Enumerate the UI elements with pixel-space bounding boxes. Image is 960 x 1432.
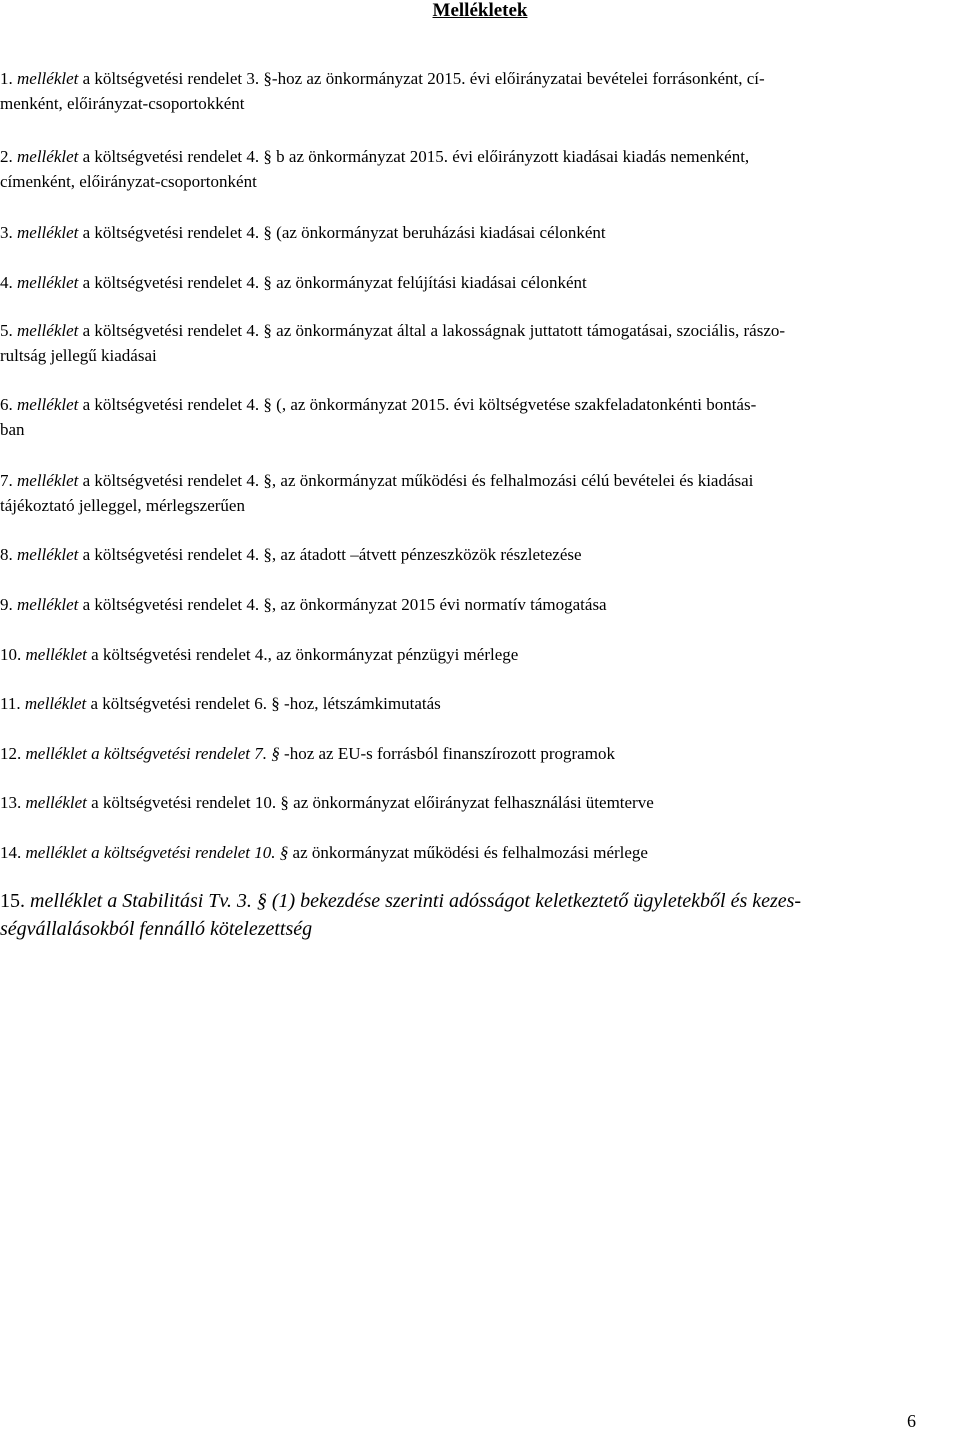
annex-item-13 (0, 790, 960, 815)
annex-item-6 (0, 392, 960, 442)
annex-label: melléklet a költségvetési rendelet 7. § (25, 744, 280, 763)
annex-line: címenként, előirányzat-csoportonként (0, 172, 257, 191)
page-title: Mellékletek (432, 0, 528, 21)
annex-line: ségvállalásokból fennálló kötelezettség (0, 918, 313, 940)
annex-text: -hoz az EU-s forrásból finanszírozott programok (284, 744, 615, 763)
annex-number: 11. (0, 694, 21, 713)
annex-text: a költségvetési rendelet 4. §, az önkormányzat működési és felhalmozási célú bevételei és kiadásai (82, 471, 754, 490)
annex-line (0, 887, 960, 915)
annex-text: a költségvetési rendelet 6. § -hoz, létszámkimutatás (90, 694, 441, 713)
annex-number: 7. (0, 471, 13, 490)
annex-number: 10. (0, 645, 22, 664)
annex-item-5 (0, 318, 960, 368)
annex-line (0, 542, 960, 567)
annex-text: a költségvetési rendelet 4. § az önkormányzat felújítási kiadásai célonként (82, 273, 587, 292)
annex-number: 1. (0, 69, 13, 88)
annex-label: melléklet (24, 694, 87, 713)
annex-text: a költségvetési rendelet 4. § (, az önkormányzat 2015. évi költségvetése szakfeladatonkénti bontás- (82, 395, 757, 414)
annex-line (0, 468, 960, 493)
annex-item-8 (0, 542, 960, 567)
annex-item-10 (0, 642, 960, 667)
annex-label: melléklet (17, 595, 79, 614)
annex-number: 15. (0, 890, 25, 912)
annex-line: rultság jellegű kiadásai (0, 346, 157, 365)
annex-number: 4. (0, 273, 13, 292)
annex-line: tájékoztató jelleggel, mérlegszerűen (0, 496, 245, 515)
annex-item-3 (0, 220, 960, 245)
annex-item-12 (0, 741, 960, 766)
annex-label: melléklet (17, 545, 79, 564)
annex-label: melléklet (30, 890, 103, 912)
annex-label: melléklet (17, 223, 79, 242)
annex-line (0, 741, 960, 766)
annex-number: 5. (0, 321, 13, 340)
annex-label: melléklet (17, 69, 79, 88)
annex-text: a költségvetési rendelet 4. § b az önkormányzat 2015. évi előirányzott kiadásai kiadás nemenként, (82, 147, 750, 166)
annex-line (0, 642, 960, 667)
annex-line (0, 840, 960, 865)
annex-text: az önkormányzat működési és felhalmozási mérlege (292, 843, 648, 862)
annex-text: a költségvetési rendelet 4. § az önkormányzat által a lakosságnak juttatott támogatásai, szociális, rászo- (82, 321, 786, 340)
annex-text: a költségvetési rendelet 4., az önkormányzat pénzügyi mérlege (91, 645, 519, 664)
annex-line: menként, előirányzat-csoportokként (0, 94, 245, 113)
annex-number: 3. (0, 223, 13, 242)
annex-line: ban (0, 420, 25, 439)
annex-line (0, 144, 960, 169)
annex-number: 13. (0, 793, 22, 812)
annex-label: melléklet (25, 793, 87, 812)
annex-line (0, 66, 960, 91)
annex-item-15 (0, 887, 960, 943)
annex-line (0, 790, 960, 815)
annex-text: a költségvetési rendelet 3. §-hoz az önkormányzat 2015. évi előirányzatai bevételei forrásonként, cí- (82, 69, 765, 88)
annex-number: 6. (0, 395, 13, 414)
annex-label: melléklet a költségvetési rendelet 10. § (25, 843, 289, 862)
annex-line (0, 220, 960, 245)
annex-label: melléklet (17, 395, 79, 414)
annex-item-2 (0, 144, 960, 194)
annex-text: a költségvetési rendelet 4. § (az önkormányzat beruházási kiadásai célonként (82, 223, 606, 242)
annex-label: melléklet (25, 645, 87, 664)
annex-line (0, 592, 960, 617)
annex-number: 14. (0, 843, 22, 862)
annex-item-9 (0, 592, 960, 617)
annex-text: a költségvetési rendelet 4. §, az önkormányzat 2015 évi normatív támogatása (82, 595, 607, 614)
annex-item-11 (0, 691, 960, 716)
annex-number: 8. (0, 545, 13, 564)
annex-number: 9. (0, 595, 13, 614)
annex-line (0, 318, 960, 343)
annex-item-14 (0, 840, 960, 865)
annex-line (0, 392, 960, 417)
annex-label: melléklet (17, 321, 79, 340)
annex-label: melléklet (17, 273, 79, 292)
annex-item-7 (0, 468, 960, 518)
annex-line (0, 270, 960, 295)
annex-line (0, 691, 960, 716)
page-number: 6 (907, 1411, 916, 1431)
annex-number: 2. (0, 147, 13, 166)
annex-label: melléklet (17, 471, 79, 490)
annex-number: 12. (0, 744, 22, 763)
annex-text: a költségvetési rendelet 10. § az önkormányzat előirányzat felhasználási ütemterve (91, 793, 654, 812)
annex-text: a Stabilitási Tv. 3. § (1) bekezdése szerinti adósságot keletkeztető ügyletekből és kezes- (107, 890, 802, 912)
annex-item-4 (0, 270, 960, 295)
annex-item-1 (0, 66, 960, 116)
annex-text: a költségvetési rendelet 4. §, az átadott –átvett pénzeszközök részletezése (82, 545, 582, 564)
annex-label: melléklet (17, 147, 79, 166)
